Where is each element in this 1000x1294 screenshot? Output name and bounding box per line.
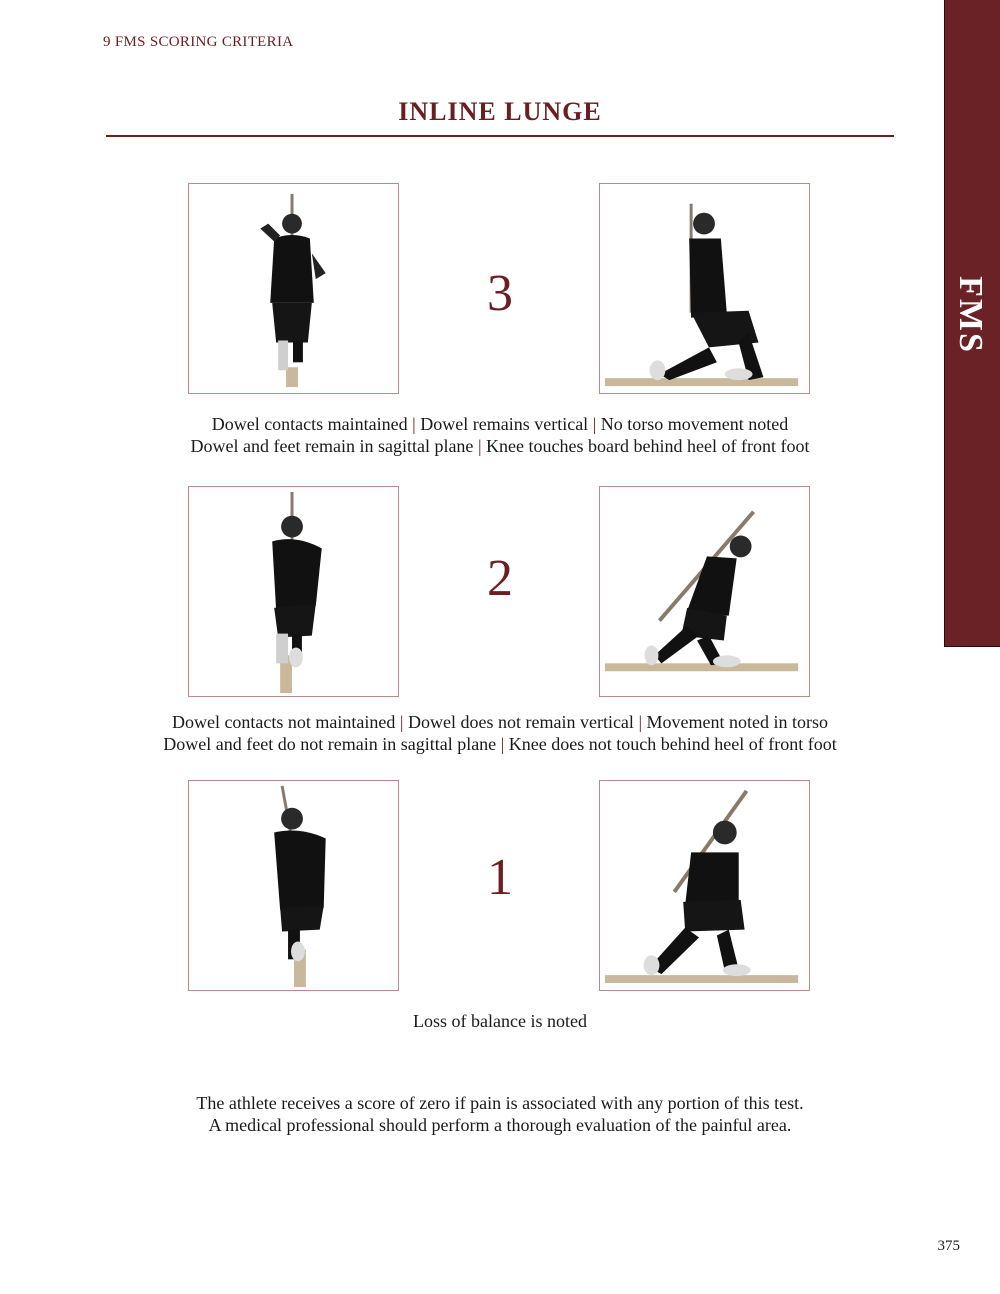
criteria-text: Loss of balance is noted — [413, 1011, 587, 1031]
photo-score-3-side — [599, 183, 810, 394]
zero-score-note — [100, 1092, 900, 1136]
criteria-score-3-line-2 — [100, 435, 900, 457]
photo-score-1-front — [188, 780, 399, 991]
criteria-text: Dowel and feet do not remain in sagittal plane — [163, 734, 497, 754]
side-tab-label: FMS — [952, 276, 989, 354]
criteria-score-3 — [100, 413, 900, 457]
criteria-separator: | — [500, 734, 505, 754]
criteria-score-3-line-1 — [100, 413, 900, 435]
criteria-text: Dowel does not remain vertical — [408, 712, 634, 732]
page-number: 375 — [937, 1238, 960, 1254]
criteria-text: Dowel and feet remain in sagittal plane — [190, 436, 474, 456]
zero-score-note-line-2: A medical professional should perform a thorough evaluation of the painful area. — [208, 1115, 792, 1135]
criteria-separator: | — [477, 436, 482, 456]
score-2: 2 — [487, 550, 513, 607]
criteria-separator: | — [412, 414, 416, 434]
photo-score-2-side — [599, 486, 810, 697]
criteria-text: Knee touches board behind heel of front foot — [486, 436, 810, 456]
criteria-score-2-line-2 — [100, 733, 900, 755]
score-3: 3 — [487, 265, 513, 322]
criteria-text: Knee does not touch behind heel of front foot — [508, 734, 837, 754]
criteria-score-1 — [100, 1010, 900, 1032]
photo-score-2-front — [188, 486, 399, 697]
criteria-separator: | — [638, 712, 643, 732]
score-1: 1 — [487, 849, 513, 906]
photo-score-1-side — [599, 780, 810, 991]
criteria-separator: | — [592, 414, 597, 434]
title-divider — [106, 135, 894, 137]
zero-score-note-line-1: The athlete receives a score of zero if pain is associated with any portion of this test. — [196, 1093, 804, 1113]
criteria-separator: | — [399, 712, 404, 732]
criteria-score-2-line-1 — [100, 711, 900, 733]
page-title: INLINE LUNGE — [398, 97, 602, 126]
criteria-text: Movement noted in torso — [646, 712, 829, 732]
criteria-text: Dowel remains vertical — [420, 414, 589, 434]
chapter-header: 9 FMS SCORING CRITERIA — [103, 34, 294, 50]
criteria-score-1-line-1 — [100, 1010, 900, 1032]
criteria-score-2 — [100, 711, 900, 755]
criteria-text: No torso movement noted — [600, 414, 789, 434]
criteria-text: Dowel contacts maintained — [211, 414, 408, 434]
photo-score-3-front — [188, 183, 399, 394]
criteria-text: Dowel contacts not maintained — [171, 712, 396, 732]
